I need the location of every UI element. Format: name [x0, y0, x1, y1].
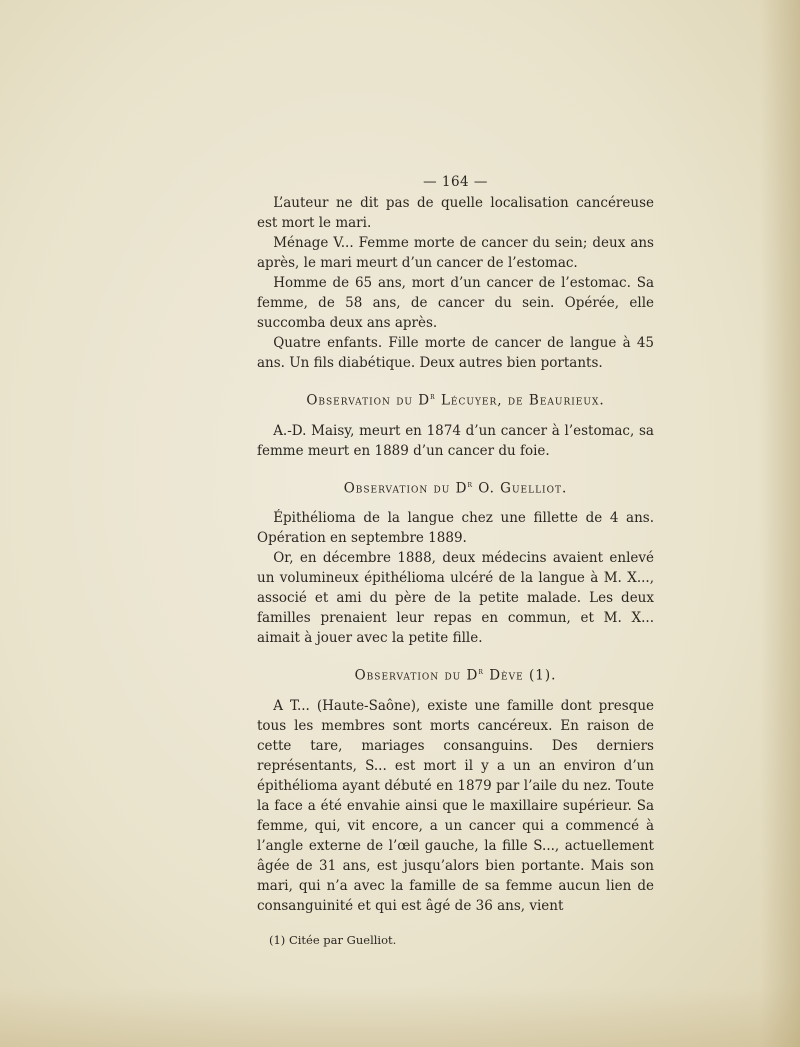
page-bottom-shadow: [0, 987, 800, 1047]
footnote: (1) Citée par Guelliot.: [269, 932, 397, 947]
page-edge-shadow: [760, 0, 800, 1047]
observation-heading: Observation du $D^r$ O. Guelliot.: [343, 479, 568, 496]
observation-heading: Observation du $D^r$ Dève (1).: [354, 667, 557, 684]
paragraph: Homme de 65 ans, mort d’un cancer de l’estomac. Sa femme, de 58 ans, de cancer du sein. Opérée, elle succomba deux ans après.: [257, 275, 654, 331]
page-number: — 164 —: [423, 174, 488, 190]
paragraph: A.-D. Maisy, meurt en 1874 d’un cancer à l’estomac, sa femme meurt en 1889 d’un cancer du foie.: [257, 422, 654, 459]
paragraph: Quatre enfants. Fille morte de cancer de langue à 45 ans. Un fils diabétique. Deux autres bien portants.: [257, 335, 654, 371]
paragraph: A T... (Haute-Saône), existe une famille dont presque tous les membres sont morts cancéreux. En raison de cette tare, mariages consanguins. Des derniers représentants, S... est mort il y a un an environ d’un épithélioma ayant débuté en 1879 par l’aile du nez. Toute la face a été envahie ainsi que le maxillaire supérieur. Sa femme, qui, vit encore, a un cancer qui a commencé à l’angle externe de l’œil gauche, la fille S..., actuellement âgée de 31 ans, est jusqu’alors bien portante. Mais son mari, qui n’a avec la famille de sa femme aucun lien de consanguinité et qui est âgé de 36 ans, vient: [257, 697, 654, 914]
observation-heading: Observation du $D^r$ Lécuyer, de Beaurieux.: [306, 392, 605, 409]
paragraph: Or, en décembre 1888, deux médecins avaient enlevé un volumineux épithélioma ulcéré de la langue à M. X..., associé et ami du père de la petite malade. Les deux familles prenaient leur repas en commun, et M. X... aimait à jouer avec la petite fille.: [257, 550, 654, 646]
text-block: [257, 172, 654, 950]
paragraph: Épithélioma de la langue chez une fillette de 4 ans. Opération en septembre 1889.: [257, 510, 654, 546]
paragraph: L’auteur ne dit pas de quelle localisation cancéreuse est mort le mari.: [257, 195, 654, 231]
paragraph: Ménage V... Femme morte de cancer du sein; deux ans après, le mari meurt d’un cancer de l’estomac.: [257, 235, 654, 271]
